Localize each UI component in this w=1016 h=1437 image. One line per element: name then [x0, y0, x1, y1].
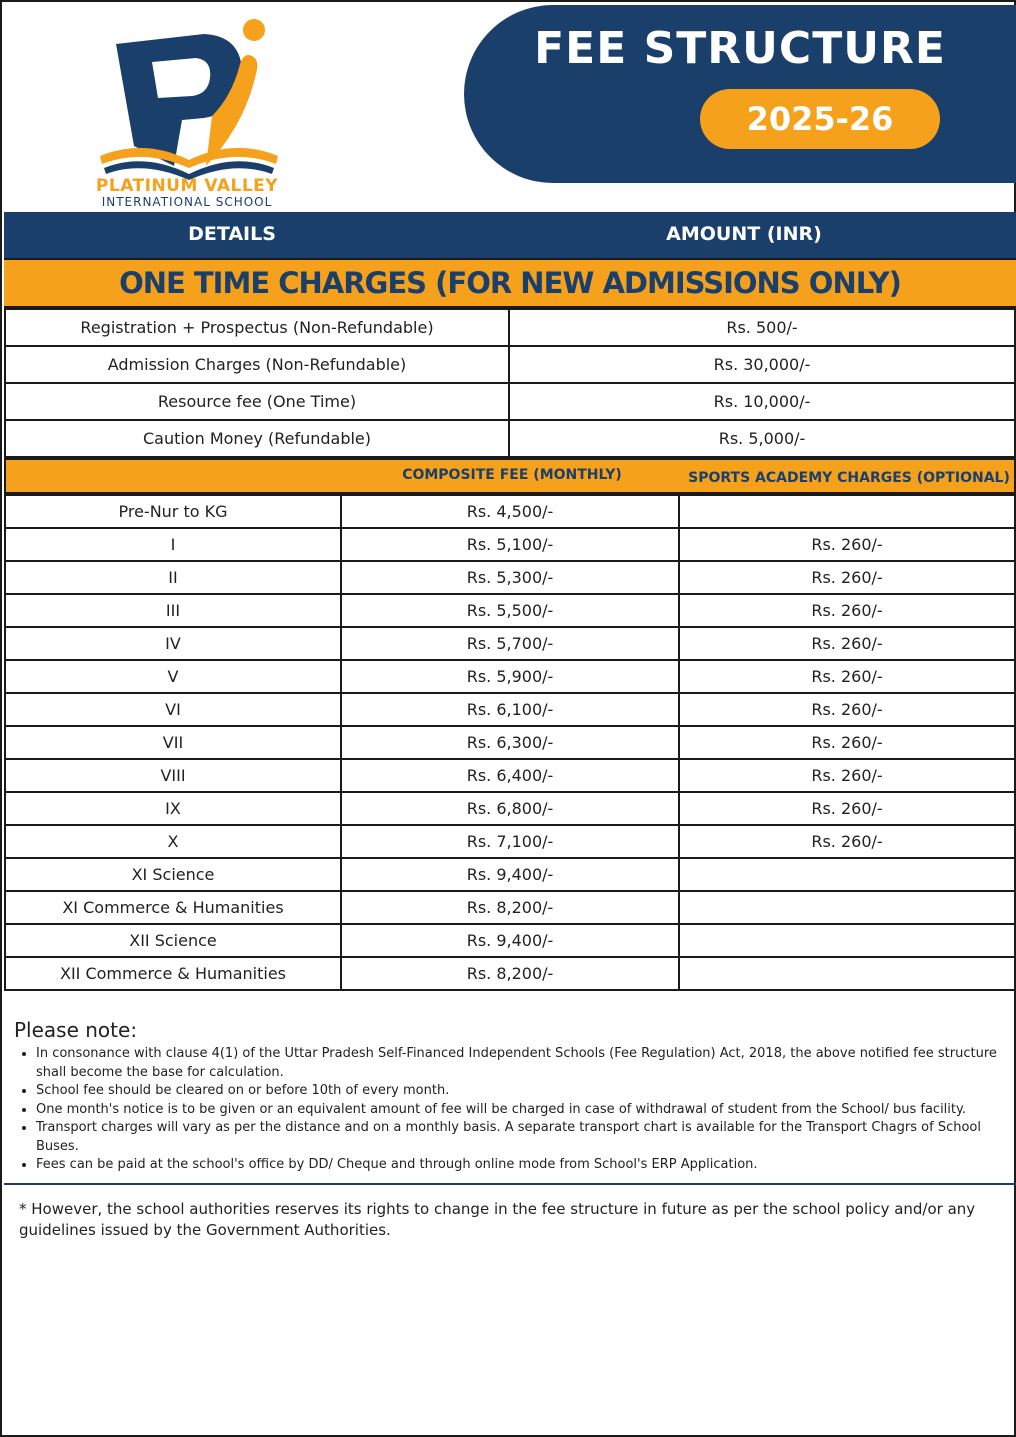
- one-time-charges-table: [4, 308, 1016, 458]
- academic-year-badge: 2025-26: [700, 89, 940, 149]
- composite-fee: Rs. 7,100/-: [341, 825, 679, 858]
- class-name: XI Commerce & Humanities: [5, 891, 341, 924]
- sports-fee: Rs. 260/-: [679, 726, 1015, 759]
- table-row: [5, 726, 1015, 759]
- table-row: [5, 957, 1015, 990]
- sports-fee: Rs. 260/-: [679, 759, 1015, 792]
- note-item: • One month's notice is to be given or an equivalent amount of fee will be charged in case of withdrawal of student from the School/ bus facility.: [36, 1101, 1011, 1120]
- class-name: V: [5, 660, 341, 693]
- composite-fee: Rs. 5,100/-: [341, 528, 679, 561]
- composite-fee: Rs. 5,700/-: [341, 627, 679, 660]
- composite-fee: Rs. 8,200/-: [341, 957, 679, 990]
- composite-fee: Rs. 6,300/-: [341, 726, 679, 759]
- composite-fee: Rs. 5,500/-: [341, 594, 679, 627]
- charge-item: Resource fee (One Time): [5, 383, 509, 420]
- class-name: II: [5, 561, 341, 594]
- class-name: IV: [5, 627, 341, 660]
- composite-fee: Rs. 5,300/-: [341, 561, 679, 594]
- table-row: [5, 420, 1015, 457]
- school-name: PLATINUM VALLEY: [95, 176, 279, 196]
- composite-fee: Rs. 6,800/-: [341, 792, 679, 825]
- class-name: VII: [5, 726, 341, 759]
- class-name: III: [5, 594, 341, 627]
- monthly-fee-table: [4, 494, 1016, 991]
- column-header-bar: [4, 212, 1016, 258]
- composite-fee: Rs. 6,100/-: [341, 693, 679, 726]
- class-name: VIII: [5, 759, 341, 792]
- sports-fee: Rs. 260/-: [679, 792, 1015, 825]
- charge-amount: Rs. 5,000/-: [509, 420, 1015, 457]
- table-row: [5, 383, 1015, 420]
- table-row: [5, 792, 1015, 825]
- one-time-charges-heading: ONE TIME CHARGES (FOR NEW ADMISSIONS ONLY): [4, 258, 1016, 308]
- school-subname: INTERNATIONAL SCHOOL: [101, 195, 273, 209]
- composite-fee: Rs. 4,500/-: [341, 495, 679, 528]
- sports-fee: Rs. 260/-: [679, 528, 1015, 561]
- table-row: [5, 627, 1015, 660]
- table-row: [5, 924, 1015, 957]
- table-row: [5, 759, 1015, 792]
- amount-column-header: AMOUNT (INR): [666, 223, 822, 245]
- composite-fee: Rs. 9,400/-: [341, 858, 679, 891]
- charge-amount: Rs. 30,000/-: [509, 346, 1015, 383]
- sports-fee: Rs. 260/-: [679, 693, 1015, 726]
- composite-fee: Rs. 9,400/-: [341, 924, 679, 957]
- table-row: [5, 693, 1015, 726]
- class-name: VI: [5, 693, 341, 726]
- table-row: [5, 346, 1015, 383]
- sports-fee: Rs. 260/-: [679, 594, 1015, 627]
- sports-academy-header: SPORTS ACADEMY CHARGES (OPTIONAL): [688, 470, 1010, 486]
- charge-item: Registration + Prospectus (Non-Refundable): [5, 309, 509, 346]
- class-name: XII Science: [5, 924, 341, 957]
- sports-fee: Rs. 260/-: [679, 660, 1015, 693]
- table-row: [5, 594, 1015, 627]
- monthly-fee-heading-bar: [4, 458, 1016, 494]
- divider: [4, 1183, 1016, 1185]
- table-row: [5, 561, 1015, 594]
- notes-list: [16, 1045, 1011, 1175]
- notes-title: Please note:: [14, 1018, 138, 1042]
- charge-amount: Rs. 10,000/-: [509, 383, 1015, 420]
- disclaimer-text: * However, the school authorities reserves its rights to change in the fee structure in future as per the school policy and/or any guidelines issued by the Government Authorities.: [19, 1200, 976, 1239]
- table-row: [5, 495, 1015, 528]
- class-name: X: [5, 825, 341, 858]
- table-row: [5, 891, 1015, 924]
- table-row: [5, 825, 1015, 858]
- charge-item: Caution Money (Refundable): [5, 420, 509, 457]
- class-name: I: [5, 528, 341, 561]
- charge-item: Admission Charges (Non-Refundable): [5, 346, 509, 383]
- sports-fee: Rs. 260/-: [679, 561, 1015, 594]
- sports-fee: [679, 858, 1015, 891]
- composite-fee: Rs. 5,900/-: [341, 660, 679, 693]
- table-row: [5, 309, 1015, 346]
- sports-fee: [679, 957, 1015, 990]
- header-banner: [464, 5, 1016, 183]
- sports-fee: Rs. 260/-: [679, 825, 1015, 858]
- class-name: Pre-Nur to KG: [5, 495, 341, 528]
- sports-fee: [679, 924, 1015, 957]
- sports-fee: [679, 891, 1015, 924]
- table-row: [5, 660, 1015, 693]
- table-row: [5, 528, 1015, 561]
- charge-amount: Rs. 500/-: [509, 309, 1015, 346]
- page-title: FEE STRUCTURE: [534, 23, 946, 74]
- composite-fee: Rs. 6,400/-: [341, 759, 679, 792]
- note-item: • Fees can be paid at the school's office by DD/ Cheque and through online mode from School's ERP Application.: [36, 1156, 1011, 1175]
- composite-fee: Rs. 8,200/-: [341, 891, 679, 924]
- class-name: XI Science: [5, 858, 341, 891]
- note-item: • School fee should be cleared on or before 10th of every month.: [36, 1082, 1011, 1101]
- composite-fee-header: COMPOSITE FEE (MONTHLY): [402, 467, 622, 483]
- table-row: [5, 858, 1015, 891]
- class-name: XII Commerce & Humanities: [5, 957, 341, 990]
- details-column-header: DETAILS: [188, 223, 276, 245]
- note-item: • Transport charges will vary as per the distance and on a monthly basis. A separate transport chart is available for the Transport Chagrs of School Buses.: [36, 1119, 1011, 1156]
- sports-fee: [679, 495, 1015, 528]
- note-item: • In consonance with clause 4(1) of the Uttar Pradesh Self-Financed Independent Schools (Fee Regulation) Act, 2018, the above notified fee structure shall become the base for calculation.: [36, 1045, 1011, 1082]
- class-name: IX: [5, 792, 341, 825]
- sports-fee: Rs. 260/-: [679, 627, 1015, 660]
